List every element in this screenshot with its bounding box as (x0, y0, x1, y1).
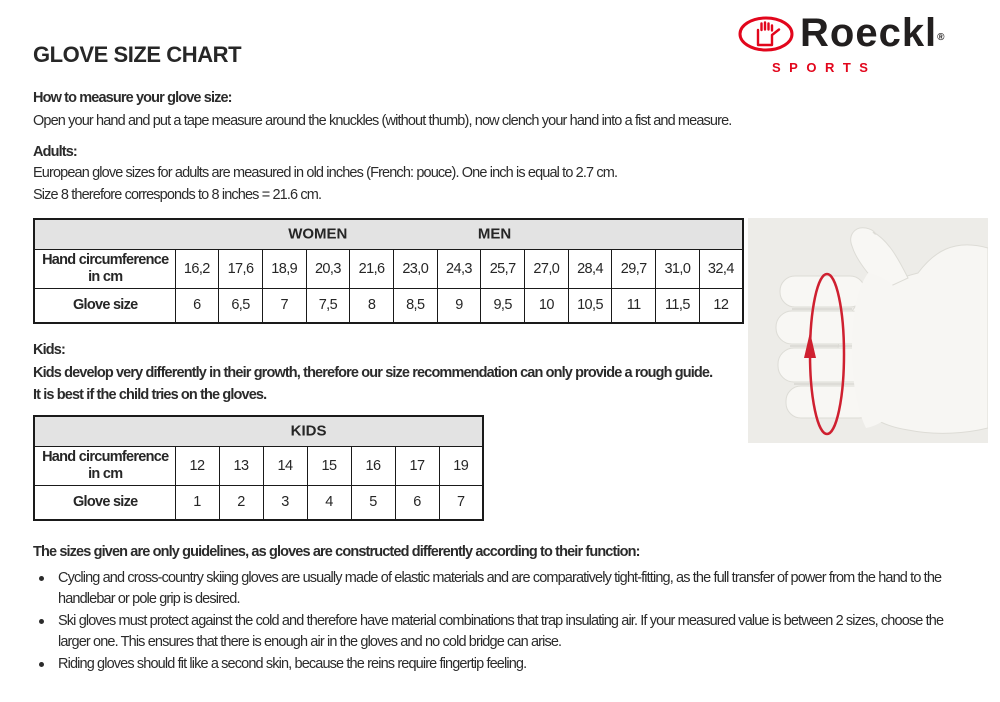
circumference-cell: 17 (395, 446, 439, 485)
adults-heading: Adults: (33, 144, 77, 160)
row-label-glove-size: Glove size (34, 485, 175, 520)
circumference-cell: 27,0 (525, 249, 569, 288)
row-label-circumference: Hand circumference in cm (34, 249, 175, 288)
page-title: GLOVE SIZE CHART (33, 42, 242, 67)
row-label-circumference: Hand circumference in cm (34, 446, 175, 485)
adults-table-group-header (34, 219, 743, 249)
glove-size-cell: 12 (699, 288, 743, 323)
glove-size-cell: 7 (439, 485, 483, 520)
adults-note-2: Size 8 therefore corresponds to 8 inches = 21.6 cm. (33, 187, 322, 203)
registered-mark: ® (937, 32, 945, 43)
kids-glove-size-row (34, 485, 483, 520)
circumference-cell: 20,3 (306, 249, 350, 288)
circumference-cell: 25,7 (481, 249, 525, 288)
kids-size-table (33, 415, 484, 521)
glove-size-cell: 8 (350, 288, 394, 323)
row-label-glove-size: Glove size (34, 288, 175, 323)
glove-size-cell: 9,5 (481, 288, 525, 323)
glove-size-cell: 9 (437, 288, 481, 323)
roeckl-hand-in-ellipse-icon (738, 16, 796, 59)
glove-size-cell: 10,5 (568, 288, 612, 323)
glove-size-cell: 11,5 (656, 288, 700, 323)
bullet-dot-icon (39, 662, 44, 667)
glove-size-cell: 6 (395, 485, 439, 520)
how-to-heading: How to measure your glove size: (33, 90, 232, 106)
guideline-bullet (33, 654, 945, 675)
circumference-cell: 28,4 (568, 249, 612, 288)
brand-subtitle: SPORTS (772, 60, 877, 75)
glove-size-cell: 7,5 (306, 288, 350, 323)
brand-name-text: Roeckl (800, 11, 938, 55)
kids-body: Kids develop very differently in their growth, therefore our size recommendation can only provide a rough guide. It is best if the child tries on the gloves. (33, 365, 713, 403)
glove-size-cell: 10 (525, 288, 569, 323)
circumference-cell: 29,7 (612, 249, 656, 288)
circumference-cell: 15 (307, 446, 351, 485)
adults-glove-size-row (34, 288, 743, 323)
glove-size-cell: 4 (307, 485, 351, 520)
brand-wordmark (800, 13, 945, 58)
circumference-cell: 16,2 (175, 249, 219, 288)
guideline-bullet (33, 568, 945, 610)
how-to-body: Open your hand and put a tape measure around the knuckles (without thumb), now clench your hand into a fist and measure. (33, 113, 732, 129)
guideline-text: Cycling and cross-country skiing gloves are usually made of elastic materials and are comparatively tight-fitting, as the full transfer of power from the hand to the handlebar or pole grip is desired. (58, 570, 942, 607)
women-group-header: WOMEN (288, 225, 348, 243)
guideline-bullet (33, 611, 945, 653)
glove-size-cell: 6,5 (219, 288, 263, 323)
circumference-cell: 13 (219, 446, 263, 485)
circumference-cell: 24,3 (437, 249, 481, 288)
guideline-text: Ski gloves must protect against the cold and therefore have material combinations that trap insulating air. If your measured value is between 2 sizes, choose the larger one. This ensures that there is enough air in the gloves and no cold bridge can arise. (58, 613, 944, 650)
glove-size-cell: 1 (175, 485, 219, 520)
bullet-dot-icon (39, 576, 44, 581)
guidelines-heading: The sizes given are only guidelines, as gloves are constructed differently according to their function: (33, 544, 640, 560)
kids-group-header: KIDS (290, 422, 327, 440)
glove-size-cell: 3 (263, 485, 307, 520)
circumference-cell: 21,6 (350, 249, 394, 288)
kids-circumference-row (34, 446, 483, 485)
hand-measurement-photo (748, 218, 988, 443)
adults-note-1: European glove sizes for adults are measured in old inches (French: pouce). One inch is equal to 2.7 cm. (33, 165, 618, 181)
guideline-text: Riding gloves should fit like a second skin, because the reins require fingertip feeling. (58, 656, 527, 672)
bullet-dot-icon (39, 619, 44, 624)
circumference-cell: 23,0 (393, 249, 437, 288)
circumference-cell: 16 (351, 446, 395, 485)
kids-table-group-header (34, 416, 483, 446)
circumference-cell: 14 (263, 446, 307, 485)
circumference-cell: 19 (439, 446, 483, 485)
guidelines-list (33, 568, 945, 676)
glove-size-cell: 7 (262, 288, 306, 323)
circumference-cell: 17,6 (219, 249, 263, 288)
kids-heading: Kids: (33, 342, 65, 358)
adults-size-table (33, 218, 744, 324)
glove-size-cell: 2 (219, 485, 263, 520)
circumference-cell: 18,9 (262, 249, 306, 288)
glove-size-cell: 6 (175, 288, 219, 323)
glove-size-cell: 11 (612, 288, 656, 323)
brand-logo (738, 13, 945, 75)
glove-size-cell: 8,5 (393, 288, 437, 323)
circumference-cell: 12 (175, 446, 219, 485)
circumference-cell: 31,0 (656, 249, 700, 288)
circumference-cell: 32,4 (699, 249, 743, 288)
men-group-header: MEN (477, 225, 512, 243)
glove-size-cell: 5 (351, 485, 395, 520)
adults-circumference-row (34, 249, 743, 288)
